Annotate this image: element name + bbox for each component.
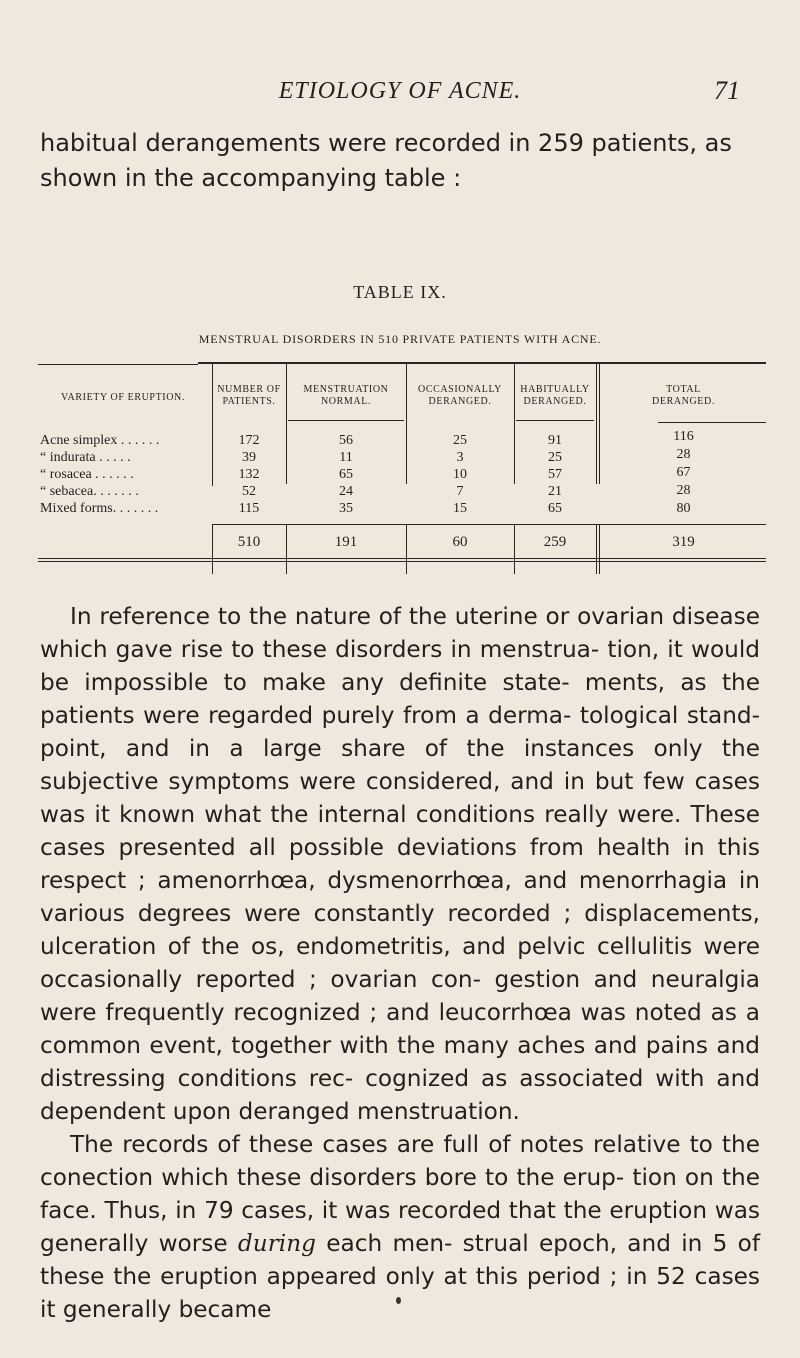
cell-value: 15 (453, 501, 467, 516)
cell-value: 24 (339, 484, 353, 499)
column-header-occasionally: OCCASIONALLY DERANGED. (418, 384, 502, 407)
cell-value: 132 (238, 467, 260, 482)
column-divider (212, 362, 213, 486)
column-header-variety: VARIETY OF ERUPTION. (61, 392, 185, 403)
column-header-habitually: HABITUALLY DERANGED. (520, 384, 590, 407)
column-divider (286, 362, 287, 484)
cell-value: 80 (676, 501, 691, 516)
intro-text: habitual derangements were recorded in 259 patients, as shown in the accompanying table : (40, 129, 732, 192)
cell-value: 28 (676, 483, 691, 498)
paragraph-text: each men- strual epoch, and in 5 of these the eruption appeared only at this period ; in 52 cases it generally became (40, 1230, 761, 1323)
column-divider (286, 524, 287, 574)
row-label: “ indurata . . . . . (40, 450, 131, 465)
paragraph (40, 1128, 760, 1326)
cell-value: 56 (339, 433, 353, 448)
cell-value: 52 (242, 484, 256, 499)
cell-value: 21 (548, 484, 562, 499)
cell-value: 115 (238, 501, 260, 516)
cell-value: 172 (238, 433, 260, 448)
paragraph-text: In reference to the nature of the uterine or ovarian disease which gave rise to these disorders in menstrua- tion, it would be impossible to make any definite state- ments, as the patients were regarded purely from a derma- tological stand-point, and in a large share of the instances only the subjective symptoms were considered, and in but few cases was it known what the internal conditions really were. These cases presented all possible deviations from health in this respect ; amenorrhœa, dysmenorrhœa, and menorrhagia in various degrees were constantly recorded ; displacements, ulceration of the os, endometritis, and pelvic cellulitis were occasionally reported ; ovarian con- gestion and neuralgia were frequently recognized ; and leucorrhœa was noted as a common event, together with the many aches and pains and distressing conditions rec- cognized as associated with and dependent upon deranged menstruation. (40, 603, 760, 1125)
column-header-number: NUMBER OF PATIENTS. (217, 384, 281, 407)
cell-value: 39 (242, 450, 256, 465)
table-bottom-rule (38, 558, 766, 559)
cell-value: 28 (676, 447, 691, 462)
emphasized-text: during (237, 1230, 316, 1257)
column-header-total: TOTAL DERANGED. (652, 384, 715, 407)
column-divider (599, 362, 600, 484)
cell-value: 57 (548, 467, 562, 482)
cell-value: 3 (456, 450, 464, 465)
total-value: 259 (543, 534, 567, 550)
row-label: “ rosacea . . . . . . (40, 467, 134, 482)
cell-value: 25 (453, 433, 467, 448)
table-caption: MENSTRUAL DISORDERS IN 510 PRIVATE PATIENTS WITH ACNE. (198, 332, 602, 346)
running-head (0, 70, 800, 110)
table-bottom-rule (38, 561, 766, 562)
column-divider (406, 362, 407, 484)
cell-value: 10 (453, 467, 467, 482)
table-title: TABLE IX. (353, 282, 447, 302)
cell-value: 65 (339, 467, 353, 482)
paragraph (40, 600, 760, 1128)
total-value: 191 (334, 534, 358, 550)
row-label: Acne simplex . . . . . . (40, 433, 160, 448)
row-label: Mixed forms. . . . . . . (40, 501, 159, 516)
body-text (40, 600, 760, 1326)
page-number: 71 (714, 76, 740, 105)
total-value: 510 (237, 534, 261, 550)
column-divider (514, 362, 515, 484)
cell-value: 91 (548, 433, 562, 448)
total-value: 60 (452, 534, 468, 550)
cell-value: 67 (676, 465, 691, 480)
cell-value: 35 (339, 501, 353, 516)
table-top-rule (198, 362, 766, 364)
column-divider (514, 524, 515, 574)
print-speck (396, 1297, 401, 1304)
totals-rule (212, 524, 766, 525)
paragraph-text: The records of these cases are full of notes relative to the conection which these disorders bore to the erup- tion on the face. Thus, in 79 cases, it was recorded that the eruption was generally worse (40, 1131, 760, 1257)
cell-value: 25 (548, 450, 562, 465)
column-divider (212, 524, 213, 574)
header-underline (658, 422, 766, 423)
column-divider (406, 524, 407, 574)
header-underline (288, 420, 404, 421)
column-divider (599, 524, 600, 574)
column-divider (596, 362, 597, 484)
cell-value: 7 (456, 484, 464, 499)
cell-value: 11 (339, 450, 353, 465)
row-label: “ sebacea. . . . . . . (40, 484, 139, 499)
total-value: 319 (672, 534, 695, 550)
column-divider (596, 524, 597, 574)
header-underline (516, 420, 594, 421)
cell-value: 65 (548, 501, 562, 516)
table-top-rule-left (38, 364, 198, 365)
column-header-normal: MENSTRUATION NORMAL. (303, 384, 389, 407)
running-title: ETIOLOGY OF ACNE. (278, 78, 522, 104)
cell-value: 116 (673, 429, 694, 444)
